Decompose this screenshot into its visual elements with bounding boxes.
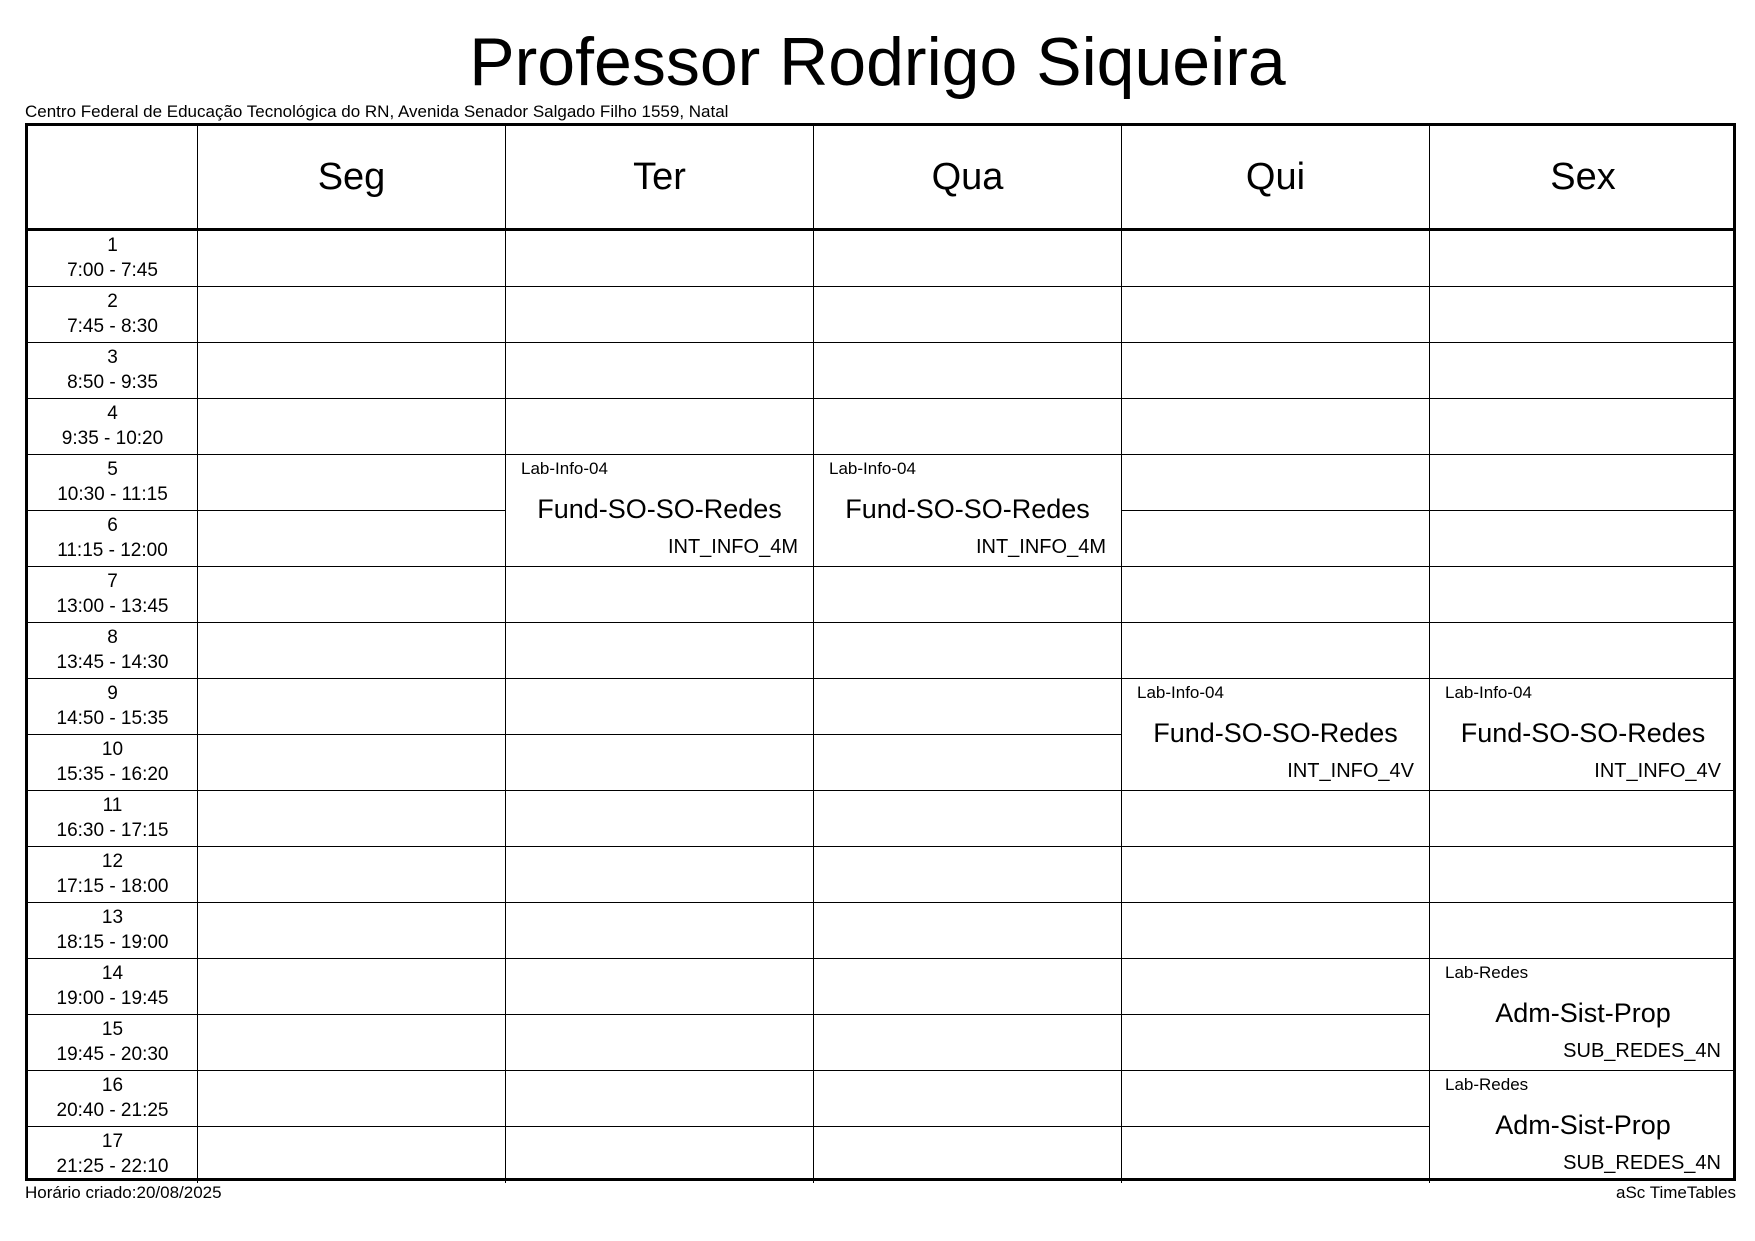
period-number: 1 bbox=[107, 235, 118, 256]
empty-slot[interactable] bbox=[198, 959, 506, 1015]
period-label bbox=[28, 511, 198, 567]
corner-cell bbox=[28, 126, 198, 231]
empty-slot[interactable] bbox=[1122, 567, 1430, 623]
period-number: 11 bbox=[102, 795, 123, 816]
lesson-card[interactable] bbox=[506, 455, 814, 567]
empty-slot[interactable] bbox=[506, 847, 814, 903]
empty-slot[interactable] bbox=[1430, 623, 1736, 679]
period-number: 13 bbox=[101, 907, 124, 928]
period-label bbox=[28, 455, 198, 511]
day-header-ter: Ter bbox=[506, 126, 814, 231]
period-label bbox=[28, 959, 198, 1015]
empty-slot[interactable] bbox=[814, 623, 1122, 679]
empty-slot[interactable] bbox=[1122, 511, 1430, 567]
empty-slot[interactable] bbox=[506, 1071, 814, 1127]
empty-slot[interactable] bbox=[198, 287, 506, 343]
period-number: 2 bbox=[107, 291, 118, 312]
period-number: 4 bbox=[107, 403, 118, 424]
empty-slot[interactable] bbox=[1430, 231, 1736, 287]
period-number: 6 bbox=[107, 515, 118, 536]
period-label bbox=[28, 343, 198, 399]
lesson-subject: Fund-SO-SO-Redes bbox=[1460, 718, 1706, 748]
empty-slot[interactable] bbox=[198, 903, 506, 959]
empty-slot[interactable] bbox=[198, 1015, 506, 1071]
empty-slot[interactable] bbox=[1122, 623, 1430, 679]
lesson-room: Lab-Info-04 bbox=[1445, 683, 1532, 702]
empty-slot[interactable] bbox=[198, 847, 506, 903]
period-label bbox=[28, 231, 198, 287]
lesson-card[interactable] bbox=[1430, 959, 1736, 1071]
empty-slot[interactable] bbox=[814, 847, 1122, 903]
empty-slot[interactable] bbox=[506, 1127, 814, 1183]
empty-slot[interactable] bbox=[506, 679, 814, 735]
period-label bbox=[28, 679, 198, 735]
lesson-subject: Fund-SO-SO-Redes bbox=[845, 494, 1090, 524]
period-number: 10 bbox=[101, 739, 124, 760]
period-number: 14 bbox=[101, 963, 124, 984]
period-number: 16 bbox=[101, 1075, 124, 1096]
period-time: 11:15 - 12:00 bbox=[57, 540, 168, 561]
empty-slot[interactable] bbox=[1430, 343, 1736, 399]
empty-slot[interactable] bbox=[1122, 231, 1430, 287]
empty-slot[interactable] bbox=[198, 1127, 506, 1183]
empty-slot[interactable] bbox=[198, 343, 506, 399]
day-header-qui: Qui bbox=[1122, 126, 1430, 231]
period-label bbox=[28, 567, 198, 623]
empty-slot[interactable] bbox=[814, 791, 1122, 847]
period-time: 13:00 - 13:45 bbox=[56, 596, 169, 617]
lesson-room: Lab-Info-04 bbox=[829, 459, 916, 478]
empty-slot[interactable] bbox=[1430, 903, 1736, 959]
empty-slot[interactable] bbox=[506, 959, 814, 1015]
empty-slot[interactable] bbox=[198, 455, 506, 511]
lesson-subject: Adm-Sist-Prop bbox=[1495, 1110, 1671, 1140]
lesson-card[interactable] bbox=[1430, 679, 1736, 791]
empty-slot[interactable] bbox=[814, 679, 1122, 735]
period-label bbox=[28, 735, 198, 791]
period-time: 21:25 - 22:10 bbox=[56, 1156, 169, 1177]
period-label bbox=[28, 847, 198, 903]
day-header-seg: Seg bbox=[198, 126, 506, 231]
empty-slot[interactable] bbox=[506, 231, 814, 287]
period-time: 19:45 - 20:30 bbox=[56, 1044, 169, 1065]
period-time: 9:35 - 10:20 bbox=[61, 428, 164, 449]
empty-slot[interactable] bbox=[1122, 847, 1430, 903]
empty-slot[interactable] bbox=[506, 567, 814, 623]
empty-slot[interactable] bbox=[1122, 1127, 1430, 1183]
empty-slot[interactable] bbox=[814, 1071, 1122, 1127]
period-number: 17 bbox=[101, 1131, 124, 1152]
period-time: 16:30 - 17:15 bbox=[56, 820, 169, 841]
empty-slot[interactable] bbox=[506, 623, 814, 679]
period-number: 5 bbox=[107, 459, 118, 480]
empty-slot[interactable] bbox=[506, 735, 814, 791]
empty-slot[interactable] bbox=[814, 1015, 1122, 1071]
lesson-room: Lab-Info-04 bbox=[1137, 683, 1224, 702]
period-label bbox=[28, 1127, 198, 1183]
empty-slot[interactable] bbox=[1430, 847, 1736, 903]
empty-slot[interactable] bbox=[198, 679, 506, 735]
period-number: 12 bbox=[101, 851, 124, 872]
empty-slot[interactable] bbox=[198, 735, 506, 791]
period-time: 7:00 - 7:45 bbox=[67, 260, 158, 281]
empty-slot[interactable] bbox=[814, 399, 1122, 455]
empty-slot[interactable] bbox=[1122, 399, 1430, 455]
lesson-class-group: INT_INFO_4V bbox=[1594, 760, 1721, 782]
created-date: Horário criado:20/08/2025 bbox=[25, 1183, 222, 1202]
lesson-subject: Fund-SO-SO-Redes bbox=[1153, 718, 1398, 748]
lesson-class-group: INT_INFO_4M bbox=[667, 536, 798, 558]
empty-slot[interactable] bbox=[814, 903, 1122, 959]
empty-slot[interactable] bbox=[1122, 455, 1430, 511]
period-time: 7:45 - 8:30 bbox=[67, 316, 158, 337]
school-address: Centro Federal de Educação Tecnológica do RN, Avenida Senador Salgado Filho 1559, Natal bbox=[25, 102, 729, 121]
empty-slot[interactable] bbox=[506, 791, 814, 847]
lesson-card[interactable] bbox=[1122, 679, 1430, 791]
page-title: Professor Rodrigo Siqueira bbox=[469, 24, 1286, 100]
lesson-room: Lab-Redes bbox=[1445, 1075, 1529, 1094]
empty-slot[interactable] bbox=[1122, 959, 1430, 1015]
lesson-class-group: INT_INFO_4M bbox=[975, 536, 1106, 558]
empty-slot[interactable] bbox=[198, 623, 506, 679]
period-number: 15 bbox=[101, 1019, 124, 1040]
empty-slot[interactable] bbox=[198, 399, 506, 455]
empty-slot[interactable] bbox=[198, 567, 506, 623]
lesson-room: Lab-Info-04 bbox=[521, 459, 608, 478]
period-time: 8:50 - 9:35 bbox=[67, 372, 158, 393]
period-time: 10:30 - 11:15 bbox=[57, 484, 168, 505]
empty-slot[interactable] bbox=[1430, 511, 1736, 567]
period-time: 15:35 - 16:20 bbox=[56, 764, 169, 785]
lesson-class-group: SUB_REDES_4N bbox=[1563, 1152, 1721, 1174]
period-number: 8 bbox=[107, 627, 118, 648]
empty-slot[interactable] bbox=[198, 231, 506, 287]
empty-slot[interactable] bbox=[198, 511, 506, 567]
period-label bbox=[28, 1015, 198, 1071]
period-time: 17:15 - 18:00 bbox=[56, 876, 169, 897]
lesson-room: Lab-Redes bbox=[1445, 963, 1529, 982]
empty-slot[interactable] bbox=[1122, 1015, 1430, 1071]
empty-slot[interactable] bbox=[506, 287, 814, 343]
empty-slot[interactable] bbox=[814, 735, 1122, 791]
empty-slot[interactable] bbox=[1122, 1071, 1430, 1127]
empty-slot[interactable] bbox=[814, 231, 1122, 287]
empty-slot[interactable] bbox=[1430, 455, 1736, 511]
software-credit: aSc TimeTables bbox=[1616, 1183, 1736, 1202]
period-time: 19:00 - 19:45 bbox=[56, 988, 169, 1009]
empty-slot[interactable] bbox=[1122, 287, 1430, 343]
empty-slot[interactable] bbox=[506, 399, 814, 455]
period-time: 18:15 - 19:00 bbox=[56, 932, 169, 953]
empty-slot[interactable] bbox=[1430, 791, 1736, 847]
empty-slot[interactable] bbox=[1122, 343, 1430, 399]
period-label bbox=[28, 791, 198, 847]
empty-slot[interactable] bbox=[814, 1127, 1122, 1183]
period-number: 7 bbox=[107, 571, 118, 592]
empty-slot[interactable] bbox=[198, 1071, 506, 1127]
period-number: 9 bbox=[107, 683, 118, 704]
lesson-class-group: SUB_REDES_4N bbox=[1563, 1040, 1721, 1062]
empty-slot[interactable] bbox=[1430, 567, 1736, 623]
empty-slot[interactable] bbox=[1122, 903, 1430, 959]
lesson-card[interactable] bbox=[1430, 1071, 1736, 1183]
empty-slot[interactable] bbox=[814, 567, 1122, 623]
period-label bbox=[28, 399, 198, 455]
period-number: 3 bbox=[107, 347, 118, 368]
period-label bbox=[28, 903, 198, 959]
empty-slot[interactable] bbox=[1122, 791, 1430, 847]
period-time: 14:50 - 15:35 bbox=[56, 708, 169, 729]
day-header-sex: Sex bbox=[1430, 126, 1736, 231]
day-header-qua: Qua bbox=[814, 126, 1122, 231]
empty-slot[interactable] bbox=[814, 343, 1122, 399]
lesson-subject: Fund-SO-SO-Redes bbox=[537, 494, 782, 524]
period-time: 13:45 - 14:30 bbox=[56, 652, 169, 673]
empty-slot[interactable] bbox=[1430, 399, 1736, 455]
lesson-subject: Adm-Sist-Prop bbox=[1495, 998, 1671, 1028]
empty-slot[interactable] bbox=[814, 959, 1122, 1015]
timetable-grid bbox=[25, 123, 1736, 1181]
period-label bbox=[28, 623, 198, 679]
lesson-card[interactable] bbox=[814, 455, 1122, 567]
empty-slot[interactable] bbox=[814, 287, 1122, 343]
period-time: 20:40 - 21:25 bbox=[56, 1100, 169, 1121]
empty-slot[interactable] bbox=[506, 903, 814, 959]
empty-slot[interactable] bbox=[506, 343, 814, 399]
empty-slot[interactable] bbox=[506, 1015, 814, 1071]
empty-slot[interactable] bbox=[198, 791, 506, 847]
lesson-class-group: INT_INFO_4V bbox=[1287, 760, 1414, 782]
period-label bbox=[28, 1071, 198, 1127]
period-label bbox=[28, 287, 198, 343]
empty-slot[interactable] bbox=[1430, 287, 1736, 343]
